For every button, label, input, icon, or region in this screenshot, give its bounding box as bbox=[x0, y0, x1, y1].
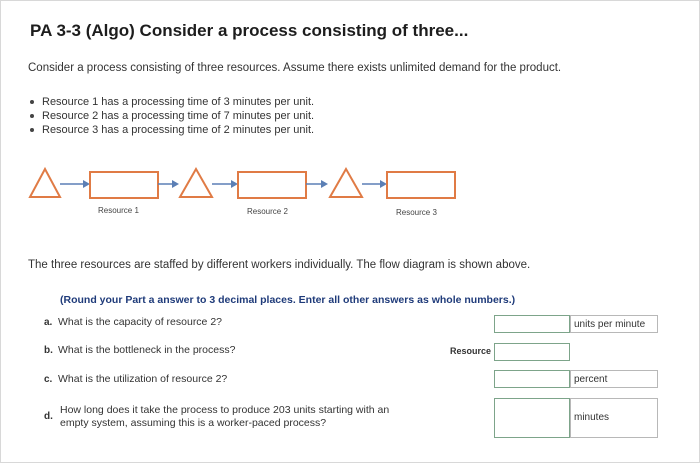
resource-box bbox=[238, 172, 306, 198]
time-answer-input[interactable] bbox=[494, 398, 570, 438]
capacity-answer-input[interactable] bbox=[494, 315, 570, 333]
resource-list bbox=[30, 95, 314, 137]
question-c-letter: c. bbox=[44, 374, 53, 385]
inventory-triangle bbox=[180, 169, 212, 197]
flow-diagram bbox=[0, 160, 700, 210]
inventory-triangle bbox=[30, 169, 60, 197]
resource-1-label: Resource 1 bbox=[98, 206, 139, 215]
unit-label: units per minute bbox=[570, 315, 658, 333]
bottleneck-answer-input[interactable] bbox=[494, 343, 570, 361]
staffing-text: The three resources are staffed by different workers individually. The flow diagram is shown above. bbox=[28, 259, 531, 271]
question-d-text-line2: empty system, assuming this is a worker-paced process? bbox=[60, 417, 327, 429]
resource-box bbox=[90, 172, 158, 198]
question-c-text: What is the utilization of resource 2? bbox=[58, 373, 228, 385]
question-b-letter: b. bbox=[44, 345, 53, 356]
question-b-text: What is the bottleneck in the process? bbox=[58, 344, 236, 356]
resource-box bbox=[387, 172, 455, 198]
resource-2-label: Resource 2 bbox=[247, 207, 288, 216]
question-d-letter: d. bbox=[44, 411, 53, 422]
list-item: Resource 3 has a processing time of 2 minutes per unit. bbox=[30, 123, 314, 137]
rounding-instructions: (Round your Part a answer to 3 decimal places. Enter all other answers as whole numbers.) bbox=[60, 294, 516, 306]
page-title: PA 3-3 (Algo) Consider a process consisting of three... bbox=[30, 21, 469, 40]
resource-3-label: Resource 3 bbox=[396, 208, 437, 217]
inventory-triangle bbox=[330, 169, 362, 197]
list-item: Resource 1 has a processing time of 3 minutes per unit. bbox=[30, 95, 314, 109]
bottleneck-select-label: Resource bbox=[450, 346, 492, 356]
arrow-head bbox=[380, 180, 387, 188]
arrow-head bbox=[83, 180, 90, 188]
question-a-text: What is the capacity of resource 2? bbox=[58, 316, 222, 328]
unit-label: percent bbox=[570, 370, 658, 388]
unit-label: minutes bbox=[570, 398, 658, 438]
arrow-head bbox=[321, 180, 328, 188]
question-d-text-line1: How long does it take the process to produce 203 units starting with an bbox=[60, 404, 390, 416]
question-a-letter: a. bbox=[44, 317, 53, 328]
list-item: Resource 2 has a processing time of 7 minutes per unit. bbox=[30, 109, 314, 123]
arrow-head bbox=[231, 180, 238, 188]
utilization-answer-input[interactable] bbox=[494, 370, 570, 388]
arrow-head bbox=[172, 180, 179, 188]
intro-text: Consider a process consisting of three resources. Assume there exists unlimited demand for the product. bbox=[28, 62, 562, 74]
